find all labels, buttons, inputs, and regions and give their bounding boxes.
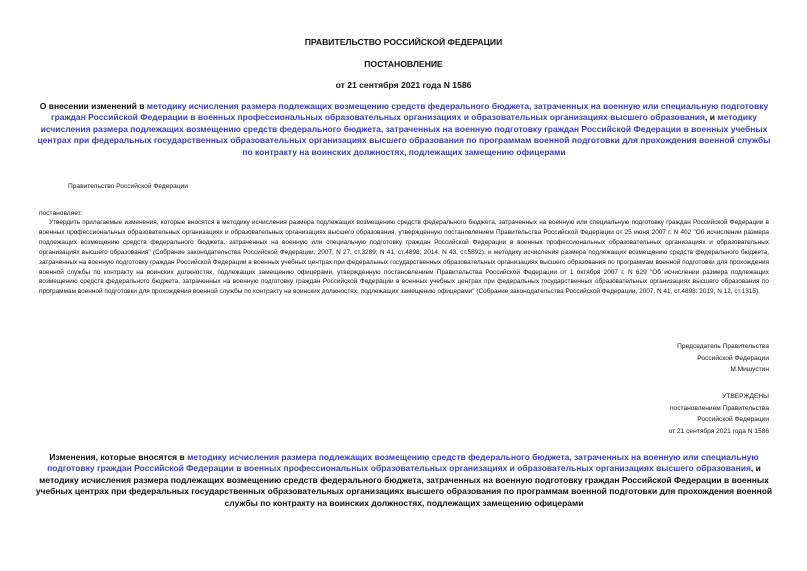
- document-date-number: от 21 сентября 2021 года N 1586: [335, 80, 472, 90]
- title-middle: , и: [704, 112, 718, 123]
- title-link-methodology-1[interactable]: методику исчисления размера подлежащих возмещению средств федерального бюджета, затраченных на военную или специальную подготовку граждан Российской Федерации в военных профессиональных образовательных организациях и образовательных организациях высшего образования: [51, 101, 769, 123]
- decrees-text: постановляет:: [39, 210, 83, 217]
- changes-title-rest: , и методику исчисления размера подлежащих возмещению средств федерального бюджета, затраченных на военную подготовку граждан Российской Федерации в военных учебных центрах при федеральных государственных образовательных организациях высшего образования по программам военной подготовки для прохождения военной службы по контракту на воинских должностях, подлежащих замещению офицерами: [35, 463, 773, 508]
- title-prefix: О внесении изменений в: [39, 101, 147, 111]
- changes-title: [34, 452, 774, 509]
- changes-title-link-methodology[interactable]: методику исчисления размера подлежащих возмещению средств федерального бюджета, затраченных на военную или специальную подготовку граждан Российской Федерации в военных профессиональных образовательных организациях и образовательных организациях высшего образования: [47, 452, 759, 474]
- approval-by: постановлением Правительства: [669, 404, 769, 412]
- signature-name: М.Мишустин: [730, 366, 769, 373]
- document-title: [34, 101, 774, 158]
- government-heading: ПРАВИТЕЛЬСТВО РОССИЙСКОЙ ФЕДЕРАЦИИ: [304, 37, 503, 47]
- signature-block: [677, 341, 769, 376]
- signature-country: Российской Федерации: [697, 354, 769, 362]
- approval-country: Российской Федерации: [697, 416, 769, 423]
- document-type: ПОСТАНОВЛЕНИЕ: [364, 59, 443, 69]
- resolution-paragraph: Утвердить прилагаемые изменения, которые вносятся в методику исчисления размера подлежащих возмещению средств федерального бюджета, затраченных на военную или специальную подготовку граждан Российской Федерации в военных профессиональных образовательных организациях и образовательных организациях высшего образования, утвержденную постановлением Правительства Российской Федерации от 25 июня 2007 г. N 402 "Об исчислении размера подлежащих возмещению средств федерального бюджета, затраченных на военную или специальную подготовку граждан Российской Федерации в военных профессиональных образовательных организациях и образовательных организациях высшего образования" (Собрание законодательства Российской Федерации, 2007, N 27, ст.3289; N 41, ст.4898; 2014, N 43, ст.5892), и методику исчисления размера подлежащих возмещению средств федерального бюджета, затраченных на военную подготовку граждан Российской Федерации в военных учебных центрах при федеральных государственных образовательных организациях высшего образования по программам военной подготовки для прохождения военной службы по контракту на воинских должностях, подлежащих замещению офицерами, утвержденную постановлением Правительства Российской Федерации от 1 октября 2007 г. N 629 "Об исчислении размера подлежащих возмещению средств федерального бюджета, затраченных на военную подготовку граждан Российской Федерации в военных учебных центрах при федеральных государственных образовательных организациях высшего образования по программам военной подготовки для прохождения военной службы по контракту на воинских должностях, подлежащих замещению офицерами" (Собрание законодательства Российской Федерации, 2007, N 41, ст.4898; 2019, N 12, ст.1315).: [39, 219, 769, 296]
- signature-position: Председатель Правительства: [677, 343, 769, 350]
- changes-title-prefix: Изменения, которые вносятся в: [49, 452, 188, 462]
- approval-heading: УТВЕРЖДЕНЫ: [722, 393, 769, 400]
- approval-block: [669, 391, 769, 437]
- approval-date: от 21 сентября 2021 года N 1586: [668, 427, 769, 435]
- title-link-methodology-2[interactable]: методику исчисления размера подлежащих возмещению средств федерального бюджета, затраченных на военную подготовку граждан Российской Федерации в военных учебных центрах при федеральных государственных образовательных организациях высшего образования по программам военной подготовки для прохождения военной службы по контракту на воинских должностях, подлежащих замещению офицерами: [37, 112, 771, 157]
- issuer-text: Правительство Российской Федерации: [68, 183, 188, 190]
